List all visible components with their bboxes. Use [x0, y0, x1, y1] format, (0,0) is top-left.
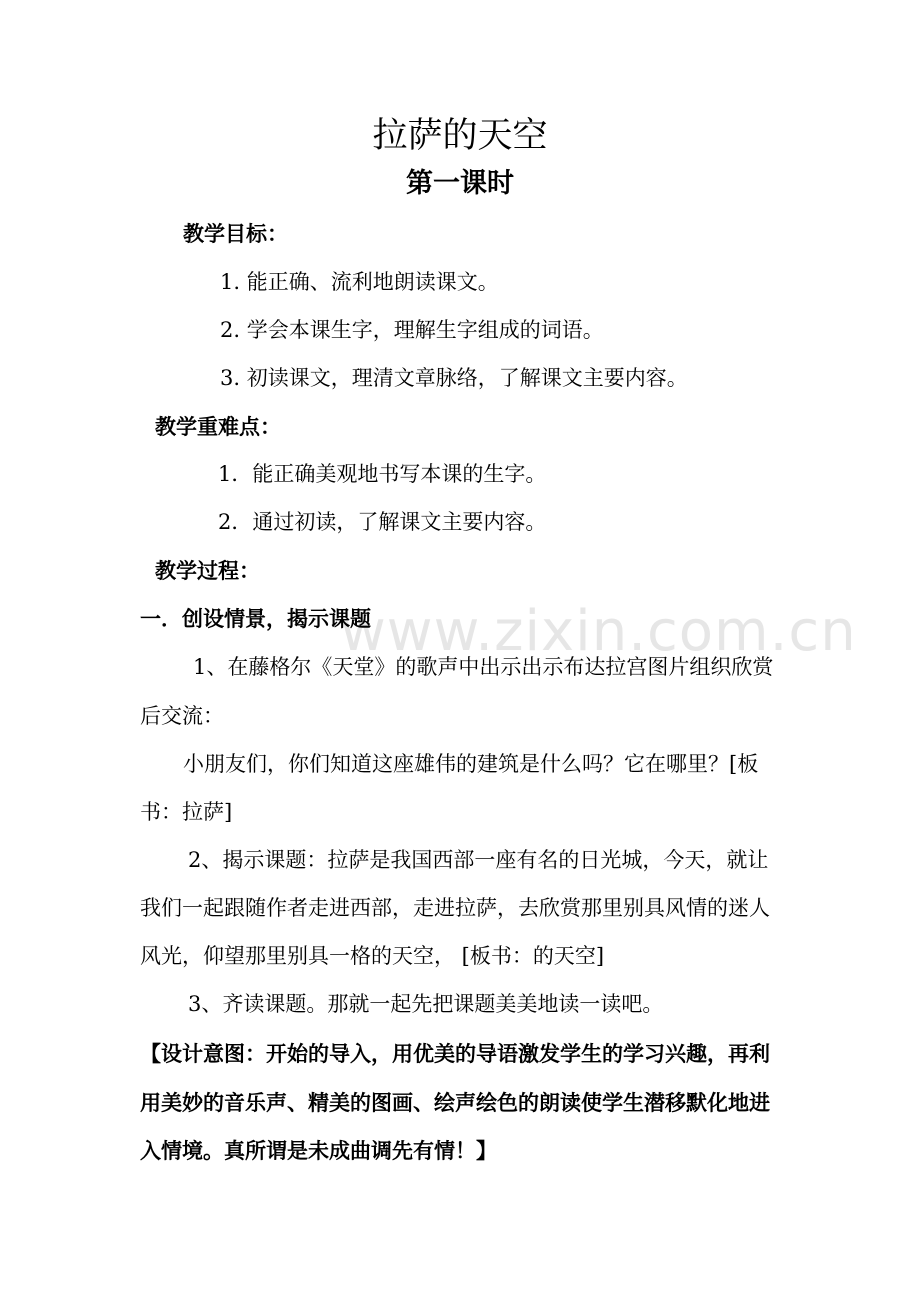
document-subtitle: 第一课时 [406, 168, 514, 199]
paragraph-line: 我们一起跟随作者走进西部，走进拉萨，去欣赏那里别具风情的迷人 [140, 896, 770, 920]
design-note-line: 入情境。真所谓是未成曲调先有情！】 [140, 1138, 497, 1163]
key-point-item: 1．能正确美观地书写本课的生字。 [218, 462, 547, 486]
paragraph-line: 3、齐读课题。那就一起先把课题美美地读一读吧。 [188, 992, 664, 1016]
process-heading: 教学过程： [155, 558, 260, 583]
objective-item: 2. 学会本课生字，理解生字组成的词语。 [220, 318, 604, 342]
objective-item: 1. 能正确、流利地朗读课文。 [220, 270, 499, 294]
paragraph-line: 书：拉萨] [140, 800, 233, 824]
objective-item: 3. 初读课文，理清文章脉络，了解课文主要内容。 [220, 366, 688, 390]
paragraph-line: 后交流： [140, 704, 224, 728]
watermark: www.zixin.com.cn [340, 599, 857, 664]
section-heading: 一．创设情景，揭示课题 [140, 606, 371, 631]
key-point-item: 2．通过初读，了解课文主要内容。 [218, 510, 547, 534]
paragraph-line: 小朋友们，你们知道这座雄伟的建筑是什么吗？它在哪里？[板 [183, 752, 759, 776]
paragraph-line: 2、揭示课题：拉萨是我国西部一座有名的日光城，今天，就让 [188, 848, 769, 872]
paragraph-line: 风光，仰望那里别具一格的天空， [板书：的天空] [140, 944, 605, 968]
design-note-line: 【设计意图：开始的导入，用优美的导语激发学生的学习兴趣，再利 [140, 1041, 770, 1066]
paragraph-line: 1、在藤格尔《天堂》的歌声中出示出示布达拉宫图片组织欣赏 [193, 655, 774, 679]
design-note-line: 用美妙的音乐声、精美的图画、绘声绘色的朗读使学生潜移默化地进 [140, 1090, 770, 1115]
objectives-heading: 教学目标： [183, 221, 288, 246]
document-title: 拉萨的天空 [372, 116, 548, 156]
key-points-heading: 教学重难点： [155, 414, 281, 439]
